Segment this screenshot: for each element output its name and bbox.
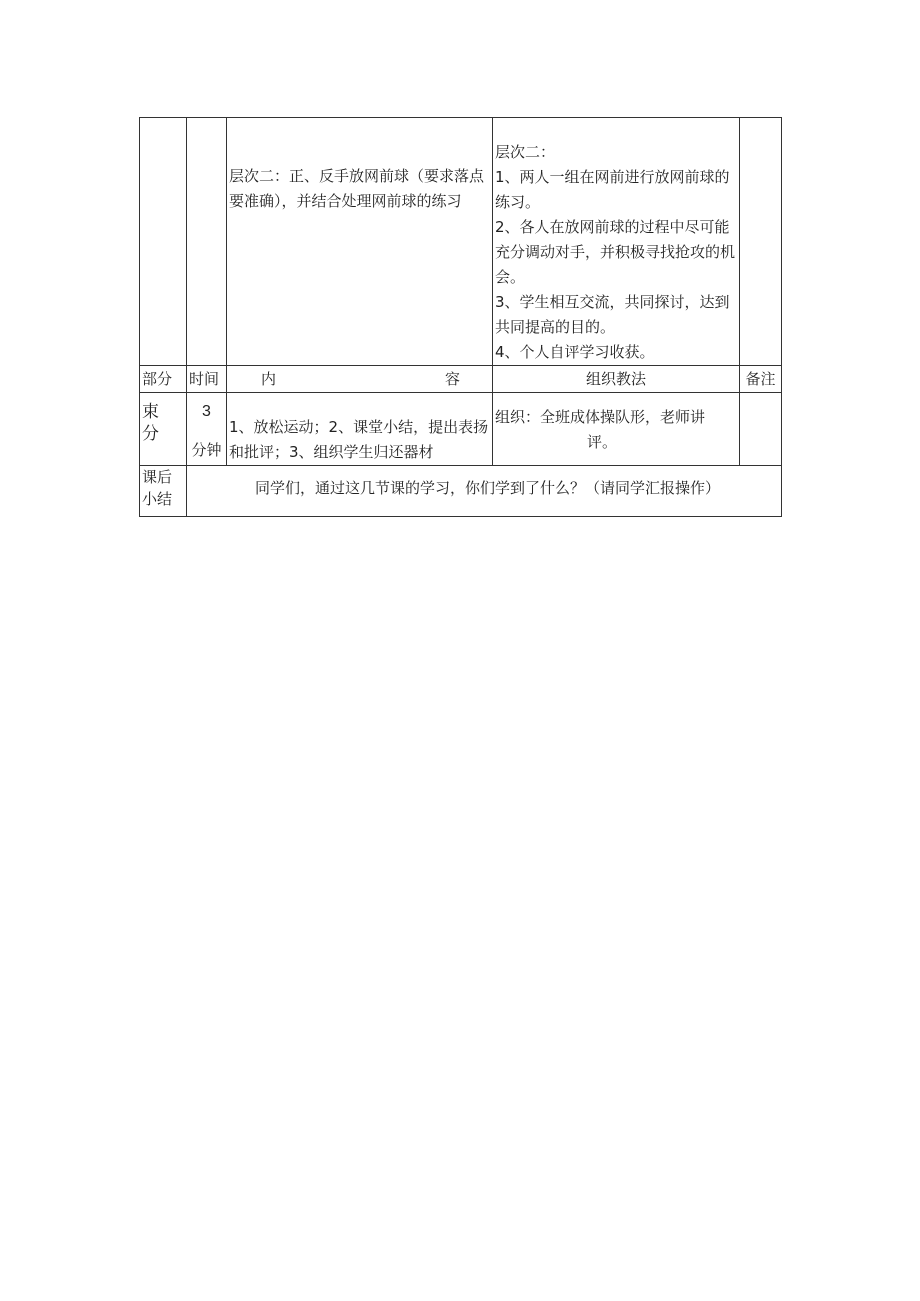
content-cell xyxy=(227,118,493,366)
ending-time-unit: 分钟 xyxy=(191,441,222,459)
ending-time-cell xyxy=(187,393,227,466)
part-cell-empty xyxy=(140,118,187,366)
header-content-left: 内 xyxy=(261,369,277,388)
ending-org-line-2: 评。 xyxy=(587,433,618,451)
level2-content-text: 层次二：正、反手放网前球（要求落点要准确），并结合处理网前球的练习 xyxy=(229,167,485,210)
summary-text: 同学们，通过这几节课的学习，你们学到了什么？（请同学汇报操作） xyxy=(255,479,721,497)
level2-org-item-1: 1、两人一组在网前进行放网前球的练习。 xyxy=(495,168,730,211)
ending-part-label: 束 分 xyxy=(142,402,159,444)
table-row-summary xyxy=(140,466,782,517)
table-row-level2 xyxy=(140,118,782,366)
header-time: 时间 xyxy=(187,366,227,393)
level2-organization xyxy=(495,140,737,365)
ending-content-cell xyxy=(227,393,493,466)
lesson-plan-table xyxy=(139,117,782,517)
level2-org-item-2: 2、各人在放网前球的过程中尽可能充分调动对手，并积极寻找抢攻的机会。 xyxy=(495,218,736,286)
summary-label-cell xyxy=(140,466,187,517)
ending-remarks-cell xyxy=(740,393,782,466)
organization-cell xyxy=(493,118,740,366)
header-remarks: 备注 xyxy=(740,366,782,393)
table-row-ending xyxy=(140,393,782,466)
level2-org-item-4: 4、个人自评学习收获。 xyxy=(495,343,655,361)
ending-part-cell xyxy=(140,393,187,466)
ending-organization xyxy=(495,405,737,455)
level2-org-item-3: 3、学生相互交流，共同探讨，达到共同提高的目的。 xyxy=(495,293,730,336)
header-organization: 组织教法 xyxy=(493,366,740,393)
summary-text-cell xyxy=(187,466,782,517)
summary-label: 课后 小结 xyxy=(142,468,173,508)
header-content-right: 容 xyxy=(444,369,460,388)
ending-content-text: 1、放松运动；2、课堂小结，提出表扬和批评；3、组织学生归还器材 xyxy=(229,418,489,461)
ending-organization-cell xyxy=(493,393,740,466)
table-header-row xyxy=(140,366,782,393)
remarks-cell-empty xyxy=(740,118,782,366)
ending-org-line-1: 组织：全班成体操队形，老师讲 xyxy=(495,408,706,426)
time-cell-empty xyxy=(187,118,227,366)
header-content xyxy=(227,366,493,393)
ending-time-number: 3 xyxy=(202,403,211,420)
header-part: 部分 xyxy=(140,366,187,393)
level2-org-title: 层次二： xyxy=(495,143,556,161)
